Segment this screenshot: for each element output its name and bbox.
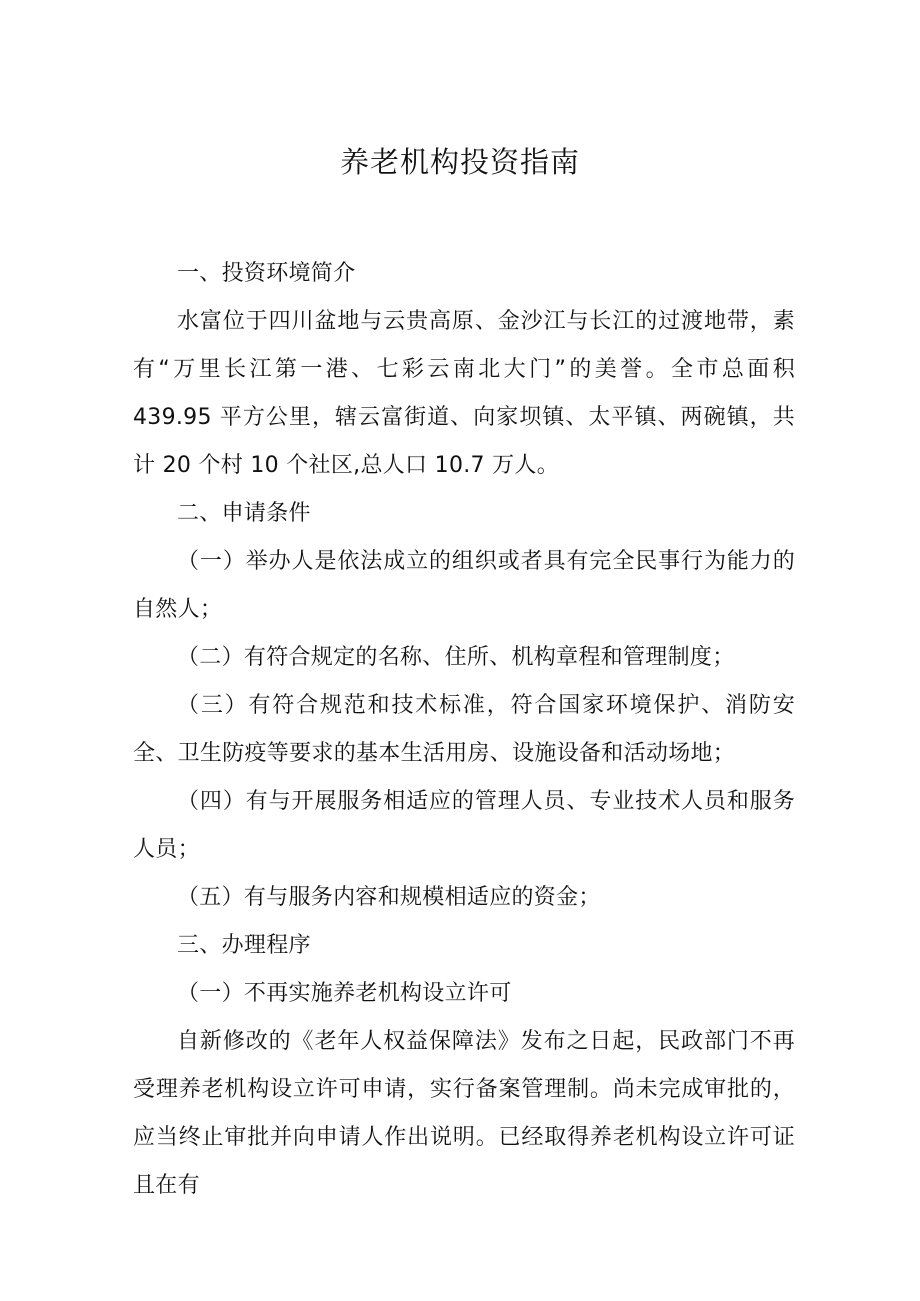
section-heading-investment-environment: 一、投资环境简介 [177, 261, 356, 286]
paragraph-condition-2: （二）有符合规定的名称、住所、机构章程和管理制度； [177, 645, 735, 670]
paragraph-condition-4: （四）有与开展服务相适应的管理人员、专业技术人员和服务人员； [133, 789, 795, 862]
paragraph-condition-5: （五）有与服务内容和规模相适应的资金； [177, 885, 601, 910]
document-title: 养老机构投资指南 [339, 145, 580, 179]
section-heading-procedure: 三、办理程序 [177, 933, 311, 958]
paragraph-condition-1: （一）举办人是依法成立的组织或者具有完全民事行为能力的自然人； [133, 549, 795, 622]
document-body [133, 250, 795, 1210]
paragraph-condition-3: （三）有符合规范和技术标准，符合国家环境保护、消防安全、卫生防疫等要求的基本生活用房、设施设备和活动场地； [133, 693, 795, 766]
section-heading-application-conditions: 二、申请条件 [177, 501, 311, 526]
paragraph-procedure-1: （一）不再实施养老机构设立许可 [177, 981, 512, 1006]
paragraph-procedure-1-detail: 自新修改的《老年人权益保障法》发布之日起，民政部门不再受理养老机构设立许可申请，实行备案管理制。尚未完成审批的，应当终止审批并向申请人作出说明。已经取得养老机构设立许可证且在有 [133, 1029, 795, 1198]
paragraph-investment-environment: 水富位于四川盆地与云贵高原、金沙江与长江的过渡地带，素有“万里长江第一港、七彩云南北大门”的美誉。全市总面积 439.95 平方公里，辖云富街道、向家坝镇、太平镇、两碗镇，共计 20 个村 10 个社区,总人口 10.7 万人。 [133, 309, 795, 478]
